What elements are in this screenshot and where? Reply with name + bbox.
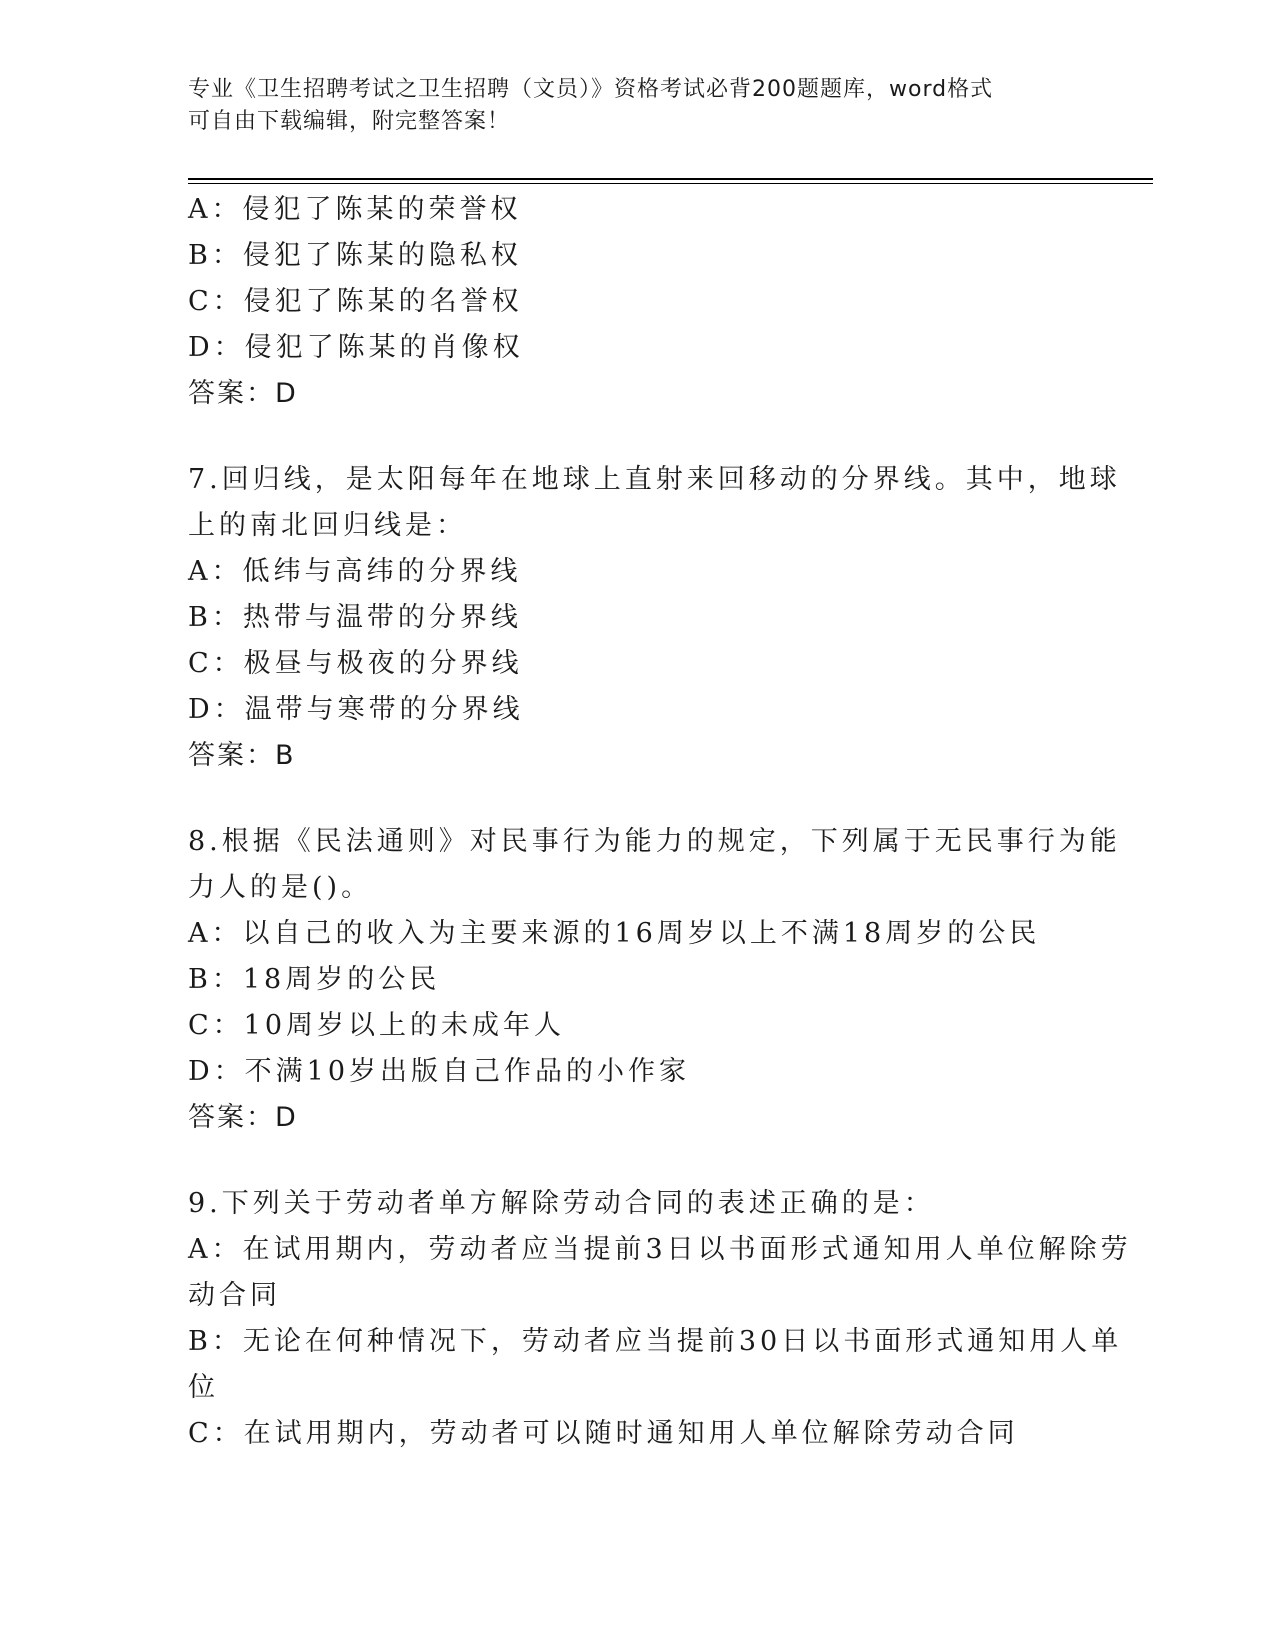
question-text-line: 上的南北回归线是： [188, 510, 467, 541]
answer-line: 答案：D [188, 1102, 298, 1133]
option-b: B：热带与温带的分界线 [188, 602, 522, 633]
question-text-line: 7.回归线，是太阳每年在地球上直射来回移动的分界线。其中，地球 [188, 464, 1121, 495]
question-block-6 [188, 187, 1068, 417]
option-d: D：不满10岁出版自己作品的小作家 [188, 1056, 691, 1087]
option-c: C：侵犯了陈某的名誉权 [188, 286, 523, 317]
document-header [188, 74, 1078, 138]
question-text-line: 9.下列关于劳动者单方解除劳动合同的表述正确的是： [188, 1188, 935, 1219]
option-a-continued: 动合同 [188, 1280, 281, 1311]
option-a: A：在试用期内，劳动者应当提前3日以书面形式通知用人单位解除劳 [188, 1234, 1132, 1265]
option-b: B：18周岁的公民 [188, 964, 441, 995]
option-c: C：极昼与极夜的分界线 [188, 648, 523, 679]
option-b: B：无论在何种情况下，劳动者应当提前30日以书面形式通知用人单 [188, 1326, 1123, 1357]
option-b-continued: 位 [188, 1372, 219, 1403]
answer-line: 答案：B [188, 740, 296, 771]
question-text-line: 8.根据《民法通则》对民事行为能力的规定，下列属于无民事行为能 [188, 826, 1121, 857]
header-title-line-1: 专业《卫生招聘考试之卫生招聘（文员）》资格考试必背200题题库，word格式 [188, 77, 994, 102]
header-divider-thin [188, 183, 1153, 184]
option-c: C：10周岁以上的未成年人 [188, 1010, 566, 1041]
question-block-7 [188, 457, 1121, 779]
option-a: A：低纬与高纬的分界线 [188, 556, 522, 587]
option-d: D：温带与寒带的分界线 [188, 694, 524, 725]
question-text-line: 力人的是()。 [188, 872, 373, 903]
question-block-9 [188, 1181, 1132, 1457]
block-spacer [188, 779, 1068, 819]
block-spacer [188, 1141, 1068, 1181]
option-a: A：以自己的收入为主要来源的16周岁以上不满18周岁的公民 [188, 918, 1041, 949]
question-list [188, 187, 1132, 1457]
question-block-8 [188, 819, 1121, 1141]
block-spacer [188, 417, 1068, 457]
answer-line: 答案：D [188, 378, 298, 409]
option-d: D：侵犯了陈某的肖像权 [188, 332, 524, 363]
option-c: C：在试用期内，劳动者可以随时通知用人单位解除劳动合同 [188, 1418, 1019, 1449]
header-title-line-2: 可自由下载编辑，附完整答案！ [188, 109, 511, 134]
option-a: A：侵犯了陈某的荣誉权 [188, 194, 522, 225]
option-b: B：侵犯了陈某的隐私权 [188, 240, 522, 271]
header-divider [188, 178, 1153, 180]
